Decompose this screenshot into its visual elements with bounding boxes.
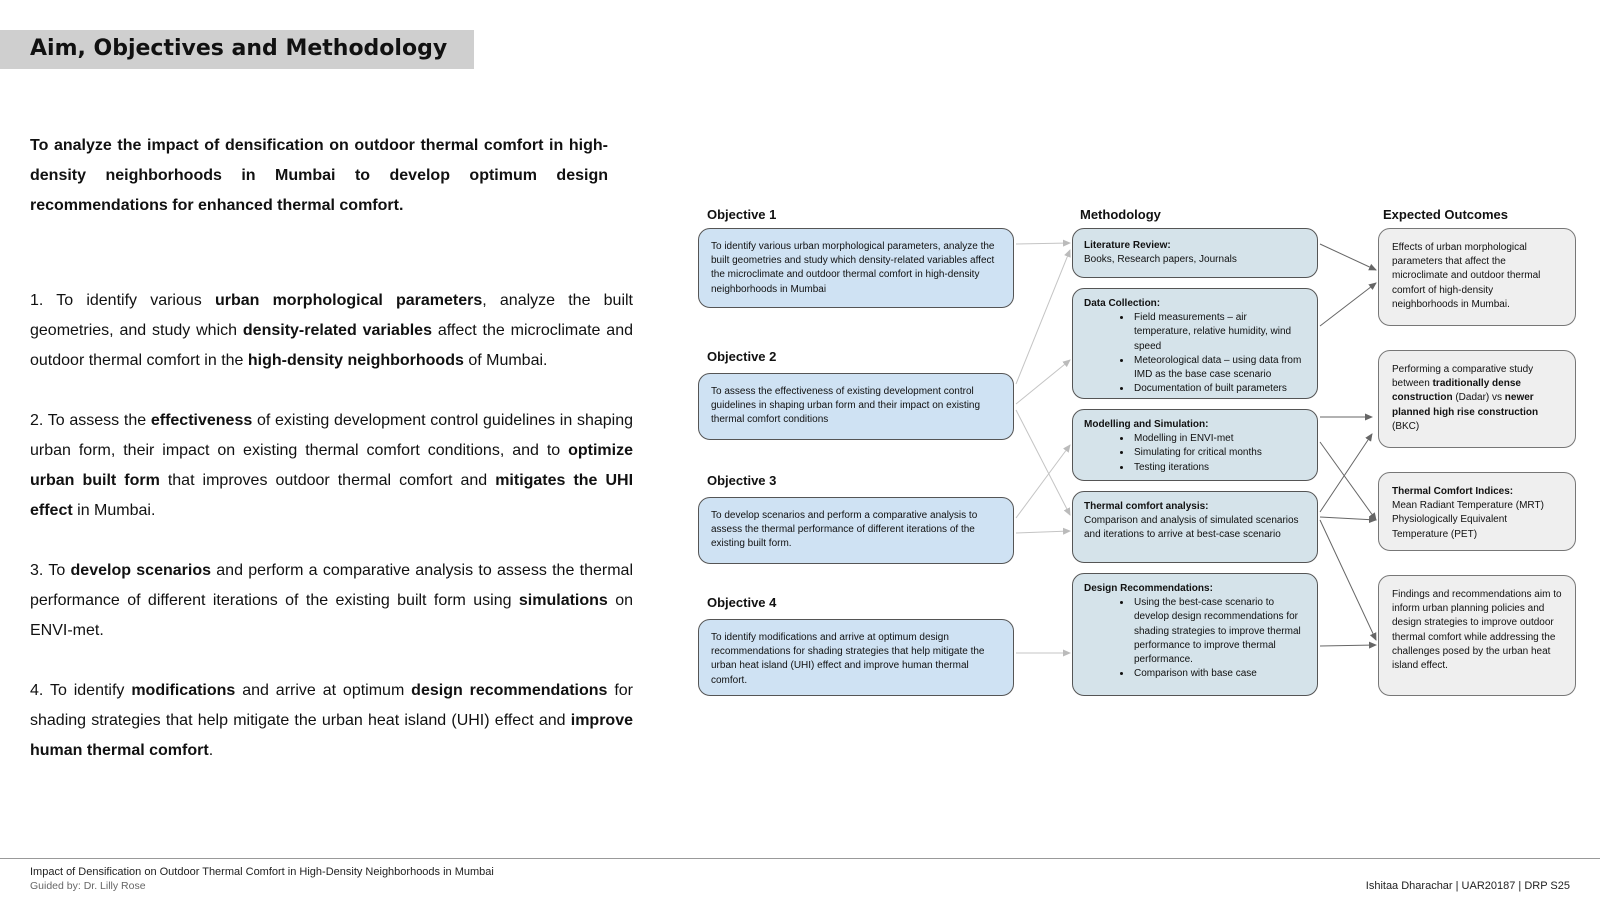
emphasis-text: modifications xyxy=(131,682,236,699)
modelling-simulation-title: Modelling and Simulation: xyxy=(1084,419,1209,430)
list-item: • Modelling in ENVI-met xyxy=(1132,432,1306,446)
body-text: for shading strategies that help mitigate the urban heat island (UHI) effect and xyxy=(30,682,633,729)
objective-1-text: To identify various urban morphological parameters, analyze the built geometries and study which density-related variables affect the microclimate and outdoor thermal comfort in high-density neighborhoods in Mumbai xyxy=(711,241,995,295)
outcome-2-text xyxy=(1392,364,1538,432)
arrow-obj3-to-modelling xyxy=(1016,445,1070,518)
body-text: . xyxy=(208,742,214,759)
emphasis-text: optimize urban built form xyxy=(30,442,633,489)
emphasis-text: improve human thermal comfort xyxy=(30,712,633,759)
outcome-4-box xyxy=(1378,575,1576,696)
list-item: • Using the best-case scenario to develop design recommendations for shading strategies to improve thermal performance to improve thermal performance. xyxy=(1132,596,1306,667)
body-text: of Mumbai. xyxy=(463,352,548,369)
footer-guide: Guided by: Dr. Lilly Rose xyxy=(30,880,146,892)
outcome-3-box xyxy=(1378,472,1576,551)
body-text: in Mumbai. xyxy=(72,502,156,519)
arrow-modelling-to-outcome3 xyxy=(1320,442,1376,520)
arrow-obj2-to-data xyxy=(1016,360,1070,404)
thermal-comfort-analysis-box xyxy=(1072,491,1318,563)
arrow-obj1-to-literature xyxy=(1016,243,1070,244)
footer-author: Ishitaa Dharachar | UAR20187 | DRP S25 xyxy=(1365,880,1570,892)
objective-3-label: Objective 3 xyxy=(707,473,777,488)
body-text: (BKC) xyxy=(1392,420,1420,432)
emphasis-text: simulations xyxy=(518,592,608,609)
list-item: • Field measurements – air temperature, relative humidity, wind speed xyxy=(1132,311,1306,354)
footer-divider xyxy=(0,858,1600,859)
objective-2-box xyxy=(698,373,1014,440)
design-recommendations-box xyxy=(1072,573,1318,696)
objective-1-box xyxy=(698,228,1014,308)
thermal-comfort-analysis-title: Thermal comfort analysis: xyxy=(1084,501,1209,512)
emphasis-text: urban morphological parameters xyxy=(214,292,483,309)
list-item: • Testing iterations xyxy=(1132,461,1306,475)
outcome-4-text xyxy=(1392,589,1562,671)
data-collection-list xyxy=(1084,311,1306,396)
outcome-1-text xyxy=(1392,242,1540,310)
literature-review-box xyxy=(1072,228,1318,278)
body-text: Mean Radiant Temperature (MRT) Physiologically Equivalent Temperature (PET) xyxy=(1392,500,1544,540)
outcomes-header: Expected Outcomes xyxy=(1383,207,1508,222)
footer-left xyxy=(30,865,494,893)
objective-4-label: Objective 4 xyxy=(707,595,777,610)
arrow-thermal-to-outcome2 xyxy=(1320,434,1372,512)
body-text: of existing development control guidelines in shaping urban form, their impact on existing thermal comfort conditions, and to xyxy=(30,412,633,459)
literature-review-title: Literature Review: xyxy=(1084,240,1171,251)
outcome-2-box xyxy=(1378,350,1576,448)
body-text: 4. To identify xyxy=(30,682,132,699)
design-recommendations-list xyxy=(1084,596,1306,681)
body-text: and perform a comparative analysis to assess the thermal performance of different iterations of the existing built form using xyxy=(30,562,633,609)
outcome-1-box xyxy=(1378,228,1576,326)
body-text: Findings and recommendations aim to inform urban planning policies and design strategies to improve outdoor thermal comfort while addressing the challenges posed by the urban heat island effect. xyxy=(1392,589,1562,672)
body-text: and arrive at optimum xyxy=(235,682,412,699)
arrow-obj2-to-thermal xyxy=(1016,410,1070,515)
arrow-obj1-to-data xyxy=(1016,250,1070,384)
arrow-literature-to-outcome1 xyxy=(1320,244,1376,270)
body-text: 3. To xyxy=(30,562,71,579)
body-text: affect the microclimate and outdoor thermal comfort in the xyxy=(30,322,634,369)
modelling-simulation-list xyxy=(1084,432,1306,475)
arrow-obj3-to-thermal xyxy=(1016,531,1070,533)
body-text: (Dadar) vs xyxy=(1452,392,1505,404)
emphasis-text: high-density neighborhoods xyxy=(247,352,464,369)
emphasis-text: density-related variables xyxy=(242,322,432,339)
literature-review-text: Books, Research papers, Journals xyxy=(1084,254,1237,266)
objective-3-box xyxy=(698,497,1014,564)
list-item: • Meteorological data – using data from IMD as the base case scenario xyxy=(1132,354,1306,382)
data-collection-box xyxy=(1072,288,1318,399)
objective-4-box xyxy=(698,619,1014,696)
modelling-simulation-box xyxy=(1072,409,1318,481)
list-item: • Documentation of built parameters xyxy=(1132,382,1306,396)
objective-4-text: To identify modifications and arrive at optimum design recommendations for shading strategies that help mitigate the urban heat island (UHI) effect and improve human thermal comfort. xyxy=(711,632,985,686)
body-text: Performing a comparative study between xyxy=(1392,364,1534,390)
objective-2-text: To assess the effectiveness of existing development control guidelines in shaping urban form and their impact on existing thermal comfort conditions xyxy=(711,386,981,426)
data-collection-title: Data Collection: xyxy=(1084,298,1161,309)
page-title: Aim, Objectives and Methodology xyxy=(30,36,448,61)
arrow-data-to-outcome1 xyxy=(1320,283,1376,326)
emphasis-text: develop scenarios xyxy=(70,562,211,579)
body-text: 1. To identify various xyxy=(30,292,215,309)
footer-project-title: Impact of Densification on Outdoor Thermal Comfort in High-Density Neighborhoods in Mumbai xyxy=(30,866,494,878)
body-text: Effects of urban morphological parameters that affect the microclimate and outdoor thermal comfort of high-density neighborhoods in Mumbai. xyxy=(1392,242,1541,310)
arrow-thermal-to-outcome4 xyxy=(1320,520,1376,640)
body-text: 2. To assess the xyxy=(30,412,151,429)
arrow-design-to-outcome4 xyxy=(1320,645,1376,646)
emphasis-text: design recommendations xyxy=(411,682,608,699)
objective-3-text: To develop scenarios and perform a comparative analysis to assess the thermal performance of different iterations of the existing built form. xyxy=(711,510,978,550)
outcome-3-title: Thermal Comfort Indices: xyxy=(1392,486,1514,497)
objective-1-label: Objective 1 xyxy=(707,207,777,222)
thermal-comfort-analysis-text: Comparison and analysis of simulated scenarios and iterations to arrive at best-case scenario xyxy=(1084,515,1299,541)
body-text: on ENVI-met. xyxy=(30,592,633,639)
list-item: • Simulating for critical months xyxy=(1132,446,1306,460)
emphasis-text: effectiveness xyxy=(150,412,253,429)
design-recommendations-title: Design Recommendations: xyxy=(1084,583,1213,594)
body-text: , analyze the built geometries, and study which xyxy=(30,292,633,339)
emphasis-text: traditionally dense construction xyxy=(1392,378,1521,404)
methodology-header: Methodology xyxy=(1080,207,1161,222)
outcome-3-text xyxy=(1392,500,1544,539)
aim-statement: To analyze the impact of densification on outdoor thermal comfort in high-density neighborhoods in Mumbai to develop optimum design recommendations for enhanced thermal comfort. xyxy=(30,137,608,214)
list-item: • Comparison with base case xyxy=(1132,667,1306,681)
emphasis-text: newer planned high rise construction xyxy=(1392,392,1539,418)
objective-2-label: Objective 2 xyxy=(707,349,777,364)
arrow-thermal-to-outcome3 xyxy=(1320,517,1376,520)
emphasis-text: mitigates the UHI effect xyxy=(30,472,634,519)
body-text: that improves outdoor thermal comfort and xyxy=(159,472,496,489)
